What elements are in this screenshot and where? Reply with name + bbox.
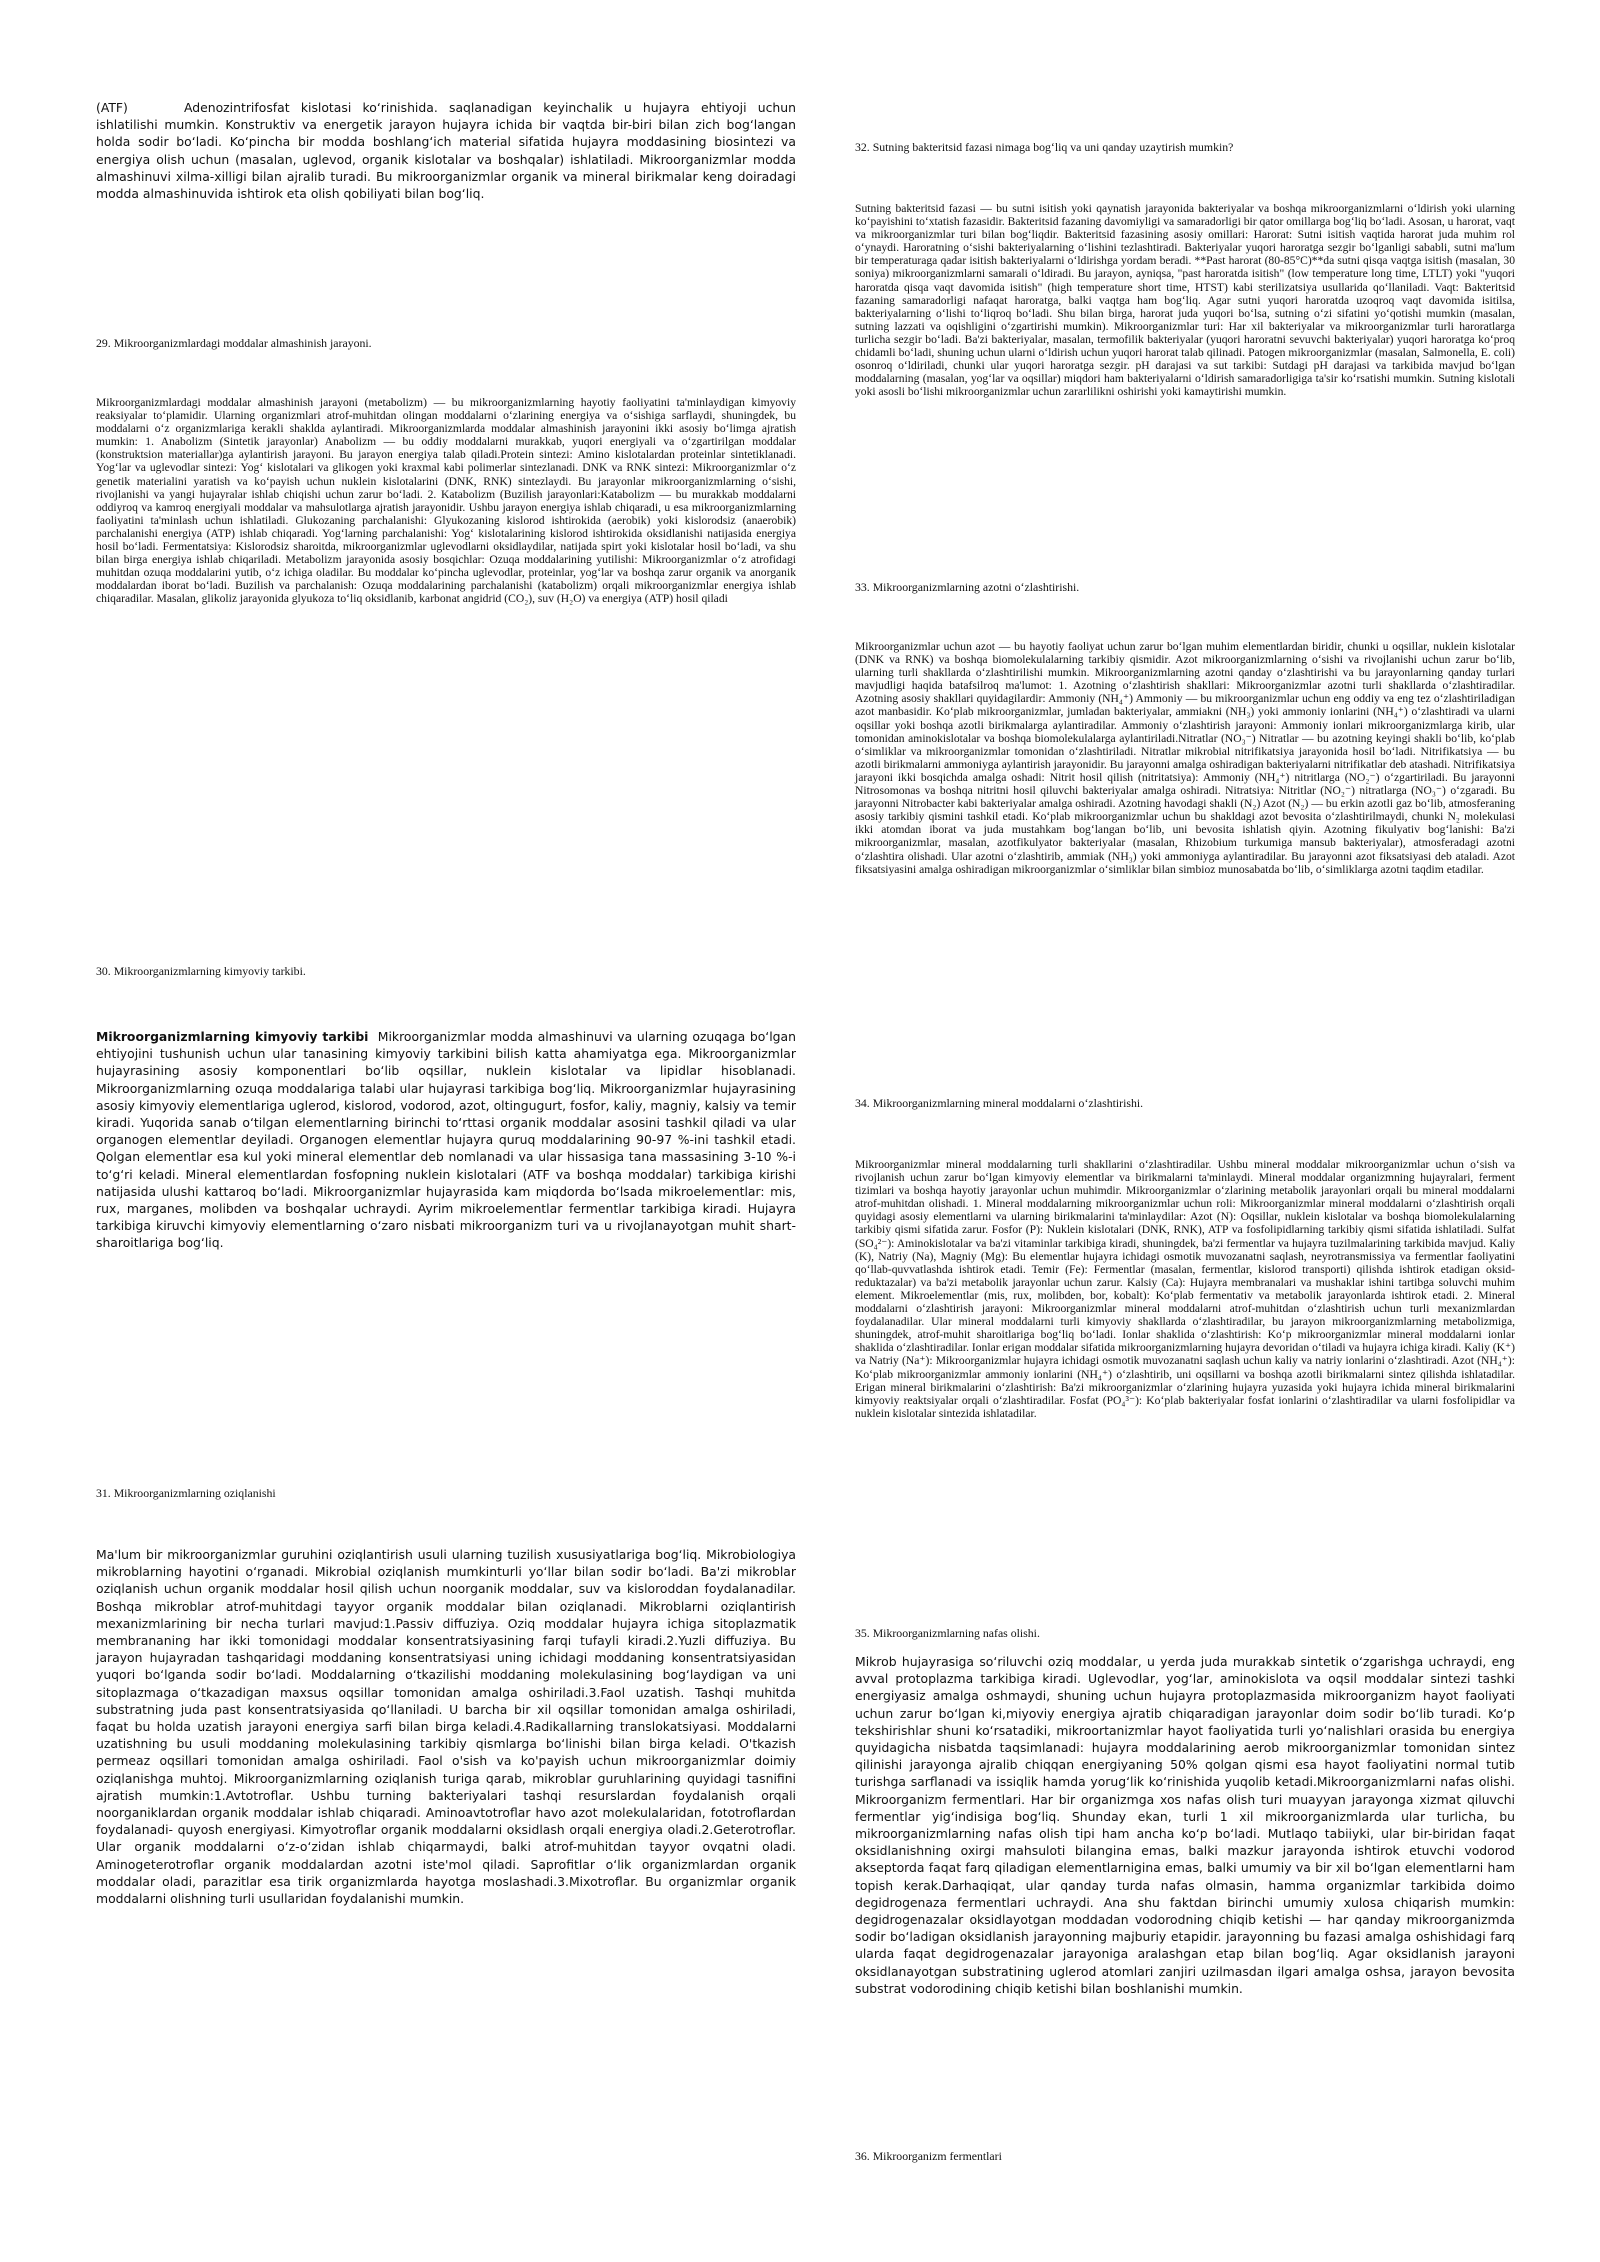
q34-title: 34. Mikroorganizmlarning mineral moddalarni o‘zlashtirishi.: [855, 1096, 1144, 1110]
atf-text: Adenozintrifosfat kislotasi ko‘rinishida. saqlanadigan keyinchalik u hujayra ehtiyoji uchun ishlatilishi mumkin. Konstruktiv va energetik jarayon hujayra ichida bir vaqtda bir-biri bilan zich bog‘langan holda sodir bo‘ladi. Ko‘pincha bir modda boshlang‘ich material sifatida hujayra moddasining biosintezi va energiya olish uchun (masalan, uglevod, organik kislotalar va boshqalar) ishlatiladi. Mikroorganizmlar modda almashinuvi xilma-xilligi bilan ajralib turadi. Bu mikroorganizmlar organik va mineral birikmalar keng doiradagi modda almashinuvida ishtirok eta olish qobiliyati bilan bog‘liq.: [96, 100, 796, 202]
q35-body: Mikrob hujayrasiga so‘riluvchi oziq moddalar, u yerda juda murakkab sintetik o‘zgarishga uchraydi, eng avval protoplazma tarkibiga kiradi. Uglevodlar, yog‘lar, aminokislota va oqsil moddalar sintezi tashki energiyasiz amalga oshmaydi, shuning uchun hujayra protoplazmasida mikroorganizm hayot faoliyati uchun zarur bo‘lgan ki,miyoviy energiya ajratib chiqaradigan jarayonlar doim sodir bo‘lib turadi. Ko‘p tekshirishlar shuni ko‘rsatadiki, mikroortanizmlar hayot faoliyatida turli yo‘nalishlari orasida bu energiya quyidagicha nisbatda taqsimlanadi: hujayra moddalarining aerob mikroorganizmlar tomonidan sintez qilinishi jarayonga ajralib chiqqan energiyaning 50% qolgan qismi esa hayot faoliyatini normal tutib turishga sarflanadi va issiqlik hamda yorug‘lik ko‘rinishida yuqolib ketadi.Mikroorganizmlarni nafas olishi. Mikroorganizm fermentlari. Har bir organizmga xos nafas olish turi muayyan jarayonga xizmat qiluvchi fermentlar yig‘indisiga bog‘liq. Shunday ekan, turli 1 xil mikroorganizmlarda ular turlicha, bu mikroorganizmlarning nafas olish tipi ham ancha ko‘p bo‘ladi. Mutlaqo tabiiyki, ular bir-biridan faqat oksidlanishning oxirgi mahsuloti bilangina emas, balki mazkur jarayonda ishtirok etuvchi vodorod akseptorda faqat farq qiladigan elementlarnigina emas, balki umumiy va bir xil bo‘lgan elementlarni ham topish kerak.Darhaqiqat, ular qanday turda nafas olmasin, hamma organizmlar tarkibida doimo degidrogenaza fermentlari uchraydi. Ana shu faktdan birinchi umumiy xulosa chiqarish mumkin: degidrogenazalar oksidlayotgan moddadan vodorodning chiqib ketishi — har qanday mikroorganizmda sodir bo‘ladigan oksidlanish jarayonning majburiy etapidir. jarayonning bu fazasi amalga oshishidagi farq ularda faqat degidrogenazalar jarayoniga aralashgan etap bilan bog‘liq. Agar oksidlanish jarayoni oksidlanayotgan substratining uglerod atomlari zanjiri uzilmasdan ilgari amalga oshsa, jarayon bevosita substrat vodorodining chiqib ketishi bilan boshlanishi mumkin.: [855, 1654, 1515, 1996]
atf-label: (ATF): [96, 100, 128, 115]
q33-title: 33. Mikroorganizmlarning azotni o‘zlashtirishi.: [855, 580, 1080, 594]
right-column: [855, 0, 1515, 2262]
left-column: [96, 0, 796, 2262]
q30-title: 30. Mikroorganizmlarning kimyoviy tarkibi.: [96, 964, 306, 978]
q36-title: 36. Mikroorganizm fermentlari: [855, 2149, 1002, 2163]
q29-title: 29. Mikroorganizmlardagi moddalar almashinish jarayoni.: [96, 336, 372, 350]
q30-lead: Mikroorganizmlarning kimyoviy tarkibi: [96, 1029, 369, 1044]
q34-body: Mikroorganizmlar mineral moddalarning turli shakllarini o‘zlashtiradilar. Ushbu mineral moddalar mikroorganizmlar uchun o‘sish va rivojlanish uchun zarur bo‘lgan kimyoviy elementlar va birikmalarni ta'minlaydi. Mineral moddalar organizmning hujayralari, ferment tizimlari va boshqa hayotiy jarayonlar uchun muhimdir. Mikroorganizmlar o‘zlarining metabolik jarayonlari orqali bu mineral moddalarni atrof-muhitdan olishadi. 1. Mineral moddalarning mikroorganizmlar uchun roli: Mikroorganizmlar mineral moddalarni o‘zlashtirish orqali quyidagi asosiy elementlarni va ularning birikmalarini ta'minlaydilar: Azot (N): Oqsillar, nuklein kislotalar va boshqa biomolekulalarning tarkibiy qismi sifatida zarur. Fosfor (P): Nuklein kislotalari (DNK, RNK), ATP va fosfolipidlarning tarkibiy qismi sifatida ishlatiladi. Sulfat (SO₄²⁻): Aminokislotalar va ba'zi vitaminlar tarkibiga kiradi, shuningdek, ba'zi fermentlar va hujayra tuzilmalarining tarkibida mavjud. Kaliy (K), Natriy (Na), Magniy (Mg): Bu elementlar hujayra ichidagi osmotik muvozanatni saqlash, neyrotransmissiya va fermentlar faoliyatini qo‘llab-quvvatlashda ishtirok etadi. Temir (Fe): Fermentlar (masalan, fermentlar, kislorod transporti) qilishda ishtirok etadigan oksid-reduktazalar) va ba'zi metabolik jarayonlar uchun zarur. Kalsiy (Ca): Hujayra membranalari va mushaklar ishini tartibga soluvchi muhim element. Mikroelementlar (mis, rux, molibden, bor, kobalt): Ko‘plab fermentativ va metabolik jarayonlarda ishtirok etadi. 2. Mineral moddalarni o‘zlashtirish jarayoni: Mikroorganizmlar mineral moddalarni atrof-muhitdan o‘zlashtirish uchun turli mexanizmlardan foydalanadilar. Ular mineral moddalarni turli kimyoviy shakllarda o‘zlashtiradilar, bu jarayon mikroorganizmlarning metabolizmiga, shuningdek, atrof-muhit sharoitlariga bog‘liq bo‘ladi. Ionlar shaklida o‘zlashtirish: Ko‘p mikroorganizmlar mineral moddalarni ionlar shaklida o‘zlashtiradilar. Ionlar erigan moddalar sifatida mikroorganizmlarning hujayra devoridan o‘tiladi va hujayra ichiga kiradi. Kaliy (K⁺) va Natriy (Na⁺): Mikroorganizmlar hujayra ichidagi osmotik muvozanatni saqlash uchun kaliy va natriy ionlarini o‘zlashtiradi. Azot (NH₄⁺): Ko‘plab mikroorganizmlar ammoniy ionlarini (NH₄⁺) o‘zlashtirib, uni oqsillarni va boshqa azotli birikmalarni sintez qilishda ishlatadilar. Erigan mineral birikmalarini o‘zlashtirish: Ba'zi mikroorganizmlar o‘zlarining hujayra yuzasida yoki hujayra ichida mineral birikmalarini kimyoviy reaktsiyalar orqali o‘zlashtiradilar. Fosfat (PO₄³⁻): Ko‘plab bakteriyalar fosfat ionlarini o‘zlashtiradilar va ularni fosfolipidlar va nuklein kislotalar sintezida ishlatadilar.: [855, 1158, 1515, 1420]
q33-body: Mikroorganizmlar uchun azot — bu hayotiy faoliyat uchun zarur bo‘lgan muhim elementlardan biridir, chunki u oqsillar, nuklein kislotalar (DNK va RNK) va boshqa biomolekulalarning tarkibiy qismidir. Azot mikroorganizmlarning o‘sishi va rivojlanishi uchun zarur bo‘lib, ularning turli shakllarda o‘zlashtirilishi mumkin. Mikroorganizmlarning azotni qanday o‘zlashtirishi va bu jarayonlarning qanday turlari mavjudligi haqida batafsilroq ma'lumot: 1. Azotning o‘zlashtirish shakllari: Mikroorganizmlar azotni turli shakllarda o‘zlashtiradilar. Azotning asosiy shakllari quyidagilardir: Ammoniy (NH₄⁺) Ammoniy — bu mikroorganizmlar uchun eng oddiy va eng tez o‘zlashtiriladigan azot manbasidir. Ko‘plab mikroorganizmlar, jumladan bakteriyalar, ammiakni (NH₃) yoki ammoniy ionlarini (NH₄⁺) o‘zlashtiradi va ularni oqsillar yoki boshqa azotli birikmalarga aylantiradilar. Ammoniy o‘zlashtirish jarayoni: Ammoniy ionlari mikroorganizmlarga kirib, ular tomonidan aminokislotalar va boshqa biomolekulalarga aylantiriladi.Nitratlar (NO₃⁻) Nitratlar — bu azotning keyingi shakli bo‘lib, ko‘plab o‘simliklar va mikroorganizmlar tomonidan o‘zlashtiriladi. Nitratlar mikrobial nitrifikatsiya jarayonida hosil bo‘ladi. Nitrifikatsiya — bu azotli birikmalarni ammoniyga aylantirish jarayonidir. Bu jarayonni amalga oshiradigan bakteriyalarni nitrifikatlar deb atashadi. Nitrifikatsiya jarayoni ikki bosqichda amalga oshadi: Nitrit hosil qilish (nitritatsiya): Ammoniy (NH₄⁺) nitritlarga (NO₂⁻) o‘zgartiriladi. Bu jarayonni Nitrosomonas va boshqa nitritni hosil qiluvchi bakteriyalar amalga oshiradi. Nitratsiya: Nitritlar (NO₂⁻) nitratlarga (NO₃⁻) o‘zgaradi. Bu jarayonni Nitrobacter kabi bakteriyalar amalga oshiradi. Azotning havodagi shakli (N₂) Azot (N₂) — bu erkin azotli gaz bo‘lib, atmosferaning asosiy tarkibiy qismini tashkil etadi. Ko‘plab mikroorganizmlar uchun bu shakldagi azot bevosita o‘zlashtirilmaydi, chunki N₂ molekulasi ikki atomdan iborat va juda mustahkam bog‘langan bo‘lib, uni bevosita ishlatish qiyin. Azotning fikulyativ bog‘lanishi: Ba'zi mikroorganizmlar, masalan, azotfikulyator bakteriyalar (masalan, Rhizobium turkumiga mansub bakteriyalar), atmosferadagi azotni o‘zlashtira olishadi. Ular azotni o‘zlashtirib, ammiak (NH₃) yoki ammoniyga aylantiradilar. Bu jarayonni azot fiksatsiyasi deb ataladi. Azot fiksatsiyasini amalga oshiradigan mikroorganizmlar o‘simliklar bilan simbioz munosabatda bo‘lib, o‘simliklarga azotni taqdim etadilar.: [855, 640, 1515, 876]
q31-body: Ma'lum bir mikroorganizmlar guruhini oziqlantirish usuli ularning tuzilish xususiyatlariga bog‘liq. Mikrobiologiya mikroblarning hayotini o‘rganadi. Mikrobial oziqlanish mumkinturli yo‘llar bilan sodir bo‘ladi. Ba'zi mikroblar oziqlanish uchun organik moddalar hosil qilish uchun noorganik moddalar, suv va kisloroddan foydalanadilar. Boshqa mikroblar atrof-muhitdagi tayyor organik moddalar bilan oziqlanadi. Mikroblarni oziqlantirish mexanizmlarining bir necha turlari mavjud:1.Passiv diffuziya. Oziq moddalar hujayra ichiga sitoplazmatik membrananing har ikki tomonidagi moddalar konsentratsiyasining farqi tufayli kiradi.2.Yuzli diffuziya. Bu jarayon hujayradan tashqaridagi moddaning konsentratsiyasi uning ichidagi moddaning konsentratsiyasidan yuqori bo‘lganda sodir bo‘ladi. Moddalarning o‘tkazilishi moddaning molekulasining bog‘laydigan va uni sitoplazmaga o‘tkazadigan maxsus oqsillar tomonidan amalga oshiriladi.3.Faol uzatish. Tashqi muhitda substratning juda past konsentratsiyasida qo‘llaniladi. U barcha bir xil oqsillar tomonidan amalga oshiriladi, faqat bu holda uzatish jarayoni energiya sarfi bilan birga keladi.4.Radikallarning translokatsiyasi. Moddalarni uzatishning bu usuli moddaning molekulasining tarkibiy qismlarga bo‘linishi bilan birga keladi. O'tkazish permeaz oqsillari tomonidan amalga oshiriladi. Faol o'sish va ko'payish uchun mikroorganizmlar doimiy oziqlanishga muhtoj. Mikroorganizmlarning oziqlanish turiga qarab, mikroblar guruhlarining quyidagi tasnifini ajratish mumkin:1.Avtotroflar. Ushbu turning bakteriyalari tashqi resurslardan foydalanish orqali noorganiklardan organik moddalar ishlab chiqaradi. Aminoavtotroflar havo azot molekulalaridan, fototroflardan foydalanadi- quyosh energiyasi. Kimyotroflar organik moddalarni oksidlash orqali energiya oladi.2.Geterotroflar. Ular organik moddalarni o‘z-o‘zidan ishlab chiqarmaydi, balki atrof-muhitdan tayyor ovqatni oladi. Aminogeterotroflar organik moddalardan azotni iste'mol qiladi. Saprofitlar o‘lik organizmlardan organik moddalar oladi, parazitlar esa tirik organizmlarda hayotga moslashadi.3.Mixotroflar. Bu organizmlar organik moddalarni olishning turli usullaridan foydalanishi mumkin.: [96, 1547, 796, 1907]
atf-paragraph: [96, 99, 796, 202]
q32-title: 32. Sutning bakteritsid fazasi nimaga bog‘liq va uni qanday uzaytirish mumkin?: [855, 140, 1234, 154]
q30-body: Mikroorganizmlar modda almashinuvi va ularning ozuqaga bo‘lgan ehtiyojini tushunish uchun ular tanasining kimyoviy tarkibini bilish katta ahamiyatga ega. Mikroorganizmlar hujayrasining asosiy komponentlari bo‘lib oqsillar, nuklein kislotalar va lipidlar hisoblanadi. Mikroorganizmlarning ozuqa moddalariga talabi ular hujayrasi tarkibiga bog‘liq. Mikroorganizmlar hujayrasining asosiy kimyoviy elementlariga uglerod, kislorod, vodorod, azot, oltingugurt, fosfor, kaliy, magniy, kalsiy va temir kiradi. Yuqorida sanab o‘tilgan elementlarning birinchi to‘rttasi organik moddalar asosini tashkil qiladi va ular organogen elementlar deyiladi. Organogen elementlar hujayra quruq moddalarining 90-97 %-ini tashkil etadi. Qolgan elementlar esa kul yoki mineral elementlar deb nomlanadi va ular hissasiga tana massasining 3-10 %-i to‘g‘ri keladi. Mineral elementlardan fosfopning nuklein kislotalari (ATF va boshqa moddalar) tarkibiga kirishi natijasida ulushi kattaroq bo‘ladi. Mikroorganizmlar hujayrasida kam miqdorda bo‘lsada mikroelementlar: mis, rux, marganes, molibden va boshqalar uchraydi. Ayrim mikroelementlar fermentlar tarkibiga kiradi. Hujayra tarkibiga kiruvchi kimyoviy elementlarning o‘zaro nisbati mikroorganizm turi va u rivojlanayotgan muhit shart-sharoitlariga bog‘liq.: [96, 1029, 796, 1251]
q29-body: Mikroorganizmlardagi moddalar almashinish jarayoni (metabolizm) — bu mikroorganizmlarning hayotiy faoliyatini ta'minlaydigan kimyoviy reaksiyalar to‘plamidir. Ularning organizmlari atrof-muhitdan olingan moddalarni o‘zlarining energiya va o‘sishiga sarflaydi, shuningdek, bu moddalarni o‘z organizmlariga kerakli shaklda aylantiradi. Mikroorganizmlarda moddalar almashinish jarayonini ikki asosiy bo‘limga ajratish mumkin: 1. Anabolizm (Sintetik jarayonlar) Anabolizm — bu oddiy moddalarni murakkab, yuqori energiyali va o‘zgartirilgan moddalar (konstruktsion materiallar)ga aylantirish jarayoni. Bu jarayon energiya talab qiladi.Protein sintezi: Amino kislotalardan proteinlar sintetiklanadi. Yog‘lar va uglevodlar sintezi: Yog‘ kislotalari va glikogen yoki kraxmal kabi polimerlar sintezlanadi. DNK va RNK sintezi: Mikroorganizmlar o‘z genetik materialini yaratish va ko‘payish uchun nuklein kislotalarini (DNK, RNK) sintezlaydi. Bu jarayonlar mikroorganizmlarning o‘sishi, rivojlanishi va yangi hujayralar ishlab chiqishi uchun zarur bo‘ladi. 2. Katabolizm (Buzilish jarayonlari:Katabolizm — bu murakkab moddalarni oddiyroq va kamroq energiyali moddalar va mahsulotlarga ajratish jarayonidir. Ushbu jarayon energiya ishlab chiqaradi, u esa mikroorganizmlarning faoliyatini ta'minlash uchun ishlatiladi. Glukozaning parchalanishi: Glyukozaning kislorod ishtirokida (aerobik) yoki kislorodsiz (anaerobik) parchalanishi energiya (ATP) ishlab chiqaradi. Yog‘larning parchalanishi: Yog‘ kislotalarining kislorod ishtirokida oksidlanishi natijasida energiya hosil bo‘ladi. Fermentatsiya: Kislorodsiz sharoitda, mikroorganizmlar uglevodlarni oksidlaydilar, natijada spirt yoki kislotalar hosil bo‘ladi, va shu bilan birga energiya ishlab chiqariladi. Metabolizm jarayonida asosiy bosqichlar: Ozuqa moddalarining yutilishi: Mikroorganizmlar o‘z atrofidagi muhitdan ozuqa moddalarini yutib, o‘z ichiga oladilar. Bu moddalar ko‘pincha uglevodlar, proteinlar, yog‘lar va boshqa zarur organik va anorganik moddalardan iborat bo‘ladi. Buzilish va parchalanish: Ozuqa moddalarining parchalanishi (katabolizm) orqali mikroorganizmlar energiya ishlab chiqaradilar. Masalan, glikoliz jarayonida glyukoza to‘liq oksidlanib, karbonat angidrid (CO₂), suv (H₂O) va energiya (ATP) hosil qiladi: [96, 396, 796, 606]
q31-title: 31. Mikroorganizmlarning oziqlanishi: [96, 1486, 276, 1500]
q30-paragraph: [96, 1028, 796, 1252]
q35-title: 35. Mikroorganizmlarning nafas olishi.: [855, 1626, 1040, 1640]
q32-body: Sutning bakteritsid fazasi — bu sutni isitish yoki qaynatish jarayonida bakteriyalar va boshqa mikroorganizmlarni o‘ldirish yoki ularning ko‘payishini to‘xtatish fazasidir. Bakteritsid fazaning davomiyligi va samaradorligi bir qator omillarga bog‘liq bo‘ladi. Asosan, u harorat, vaqt va mikroorganizmlar turi bilan bog‘liqdir. Bakteritsid fazasining asosiy omillari: Harorat: Sutni isitish vaqtida harorat juda muhim rol o‘ynaydi. Haroratning o‘sishi bakteriyalarning o‘lishini tezlashtiradi. Bakteriyalar yuqori haroratga sezgir bo‘lganligi sababli, sutni ma'lum bir temperaturaga qadar isitish bakteriyalarni o‘ldirishga yordam beradi. **Past harorat (80-85°C)**da sutni qisqa vaqtga isitish (masalan, 30 soniya) mikroorganizmlarni samarali o‘ldiradi. Bu jarayon, ayniqsa, "past haroratda isitish" (low temperature long time, LTLT) yoki "yuqori haroratda qisqa vaqt davomida isitish" (high temperature short time, HTST) kabi sterilizatsiya usullarida qo‘llaniladi. Vaqt: Bakteritsid fazaning samaradorligi nafaqat haroratga, balki vaqtga ham bog‘liq. Agar sutni yuqori haroratda uzoqroq vaqt davomida isitilsa, bakteriyalarning o‘lishi to‘liqroq bo‘ladi. Shu bilan birga, harorat juda yuqori bo‘lsa, sutning o‘zi sifatini yo‘qotishi mumkin (masalan, sutning lazzati va oqishligini o‘zgartirishi mumkin). Mikroorganizmlar turi: Har xil bakteriyalar va mikroorganizmlar turli haroratlarga turlicha sezgir bo‘ladi. Ba'zi bakteriyalar, masalan, termofilik bakteriyalar (yuqori haroratni sevuvchi bakteriyalar) yuqori haroratga ko‘proq chidamli bo‘ladi, shuning uchun ularni o‘ldirish uchun yuqori harorat talab qilinadi. Patogen mikroorganizmlar (masalan, Salmonella, E. coli) osonroq o‘ldiriladi, chunki ular yuqori haroratga sezgir. pH darajasi va sut tarkibi: Sutdagi pH darajasi va tarkibida mavjud bo‘lgan moddalarning (masalan, yog‘lar va oqsillar) miqdori ham bakteriyalarni o‘ldirish samaradorligiga ta'sir ko‘rsatishi mumkin. Sutning kislotali yoki asosli bo‘lishi mikroorganizmlar uchun zararlilikni oshirishi yoki kamaytirishi mumkin.: [855, 202, 1515, 399]
